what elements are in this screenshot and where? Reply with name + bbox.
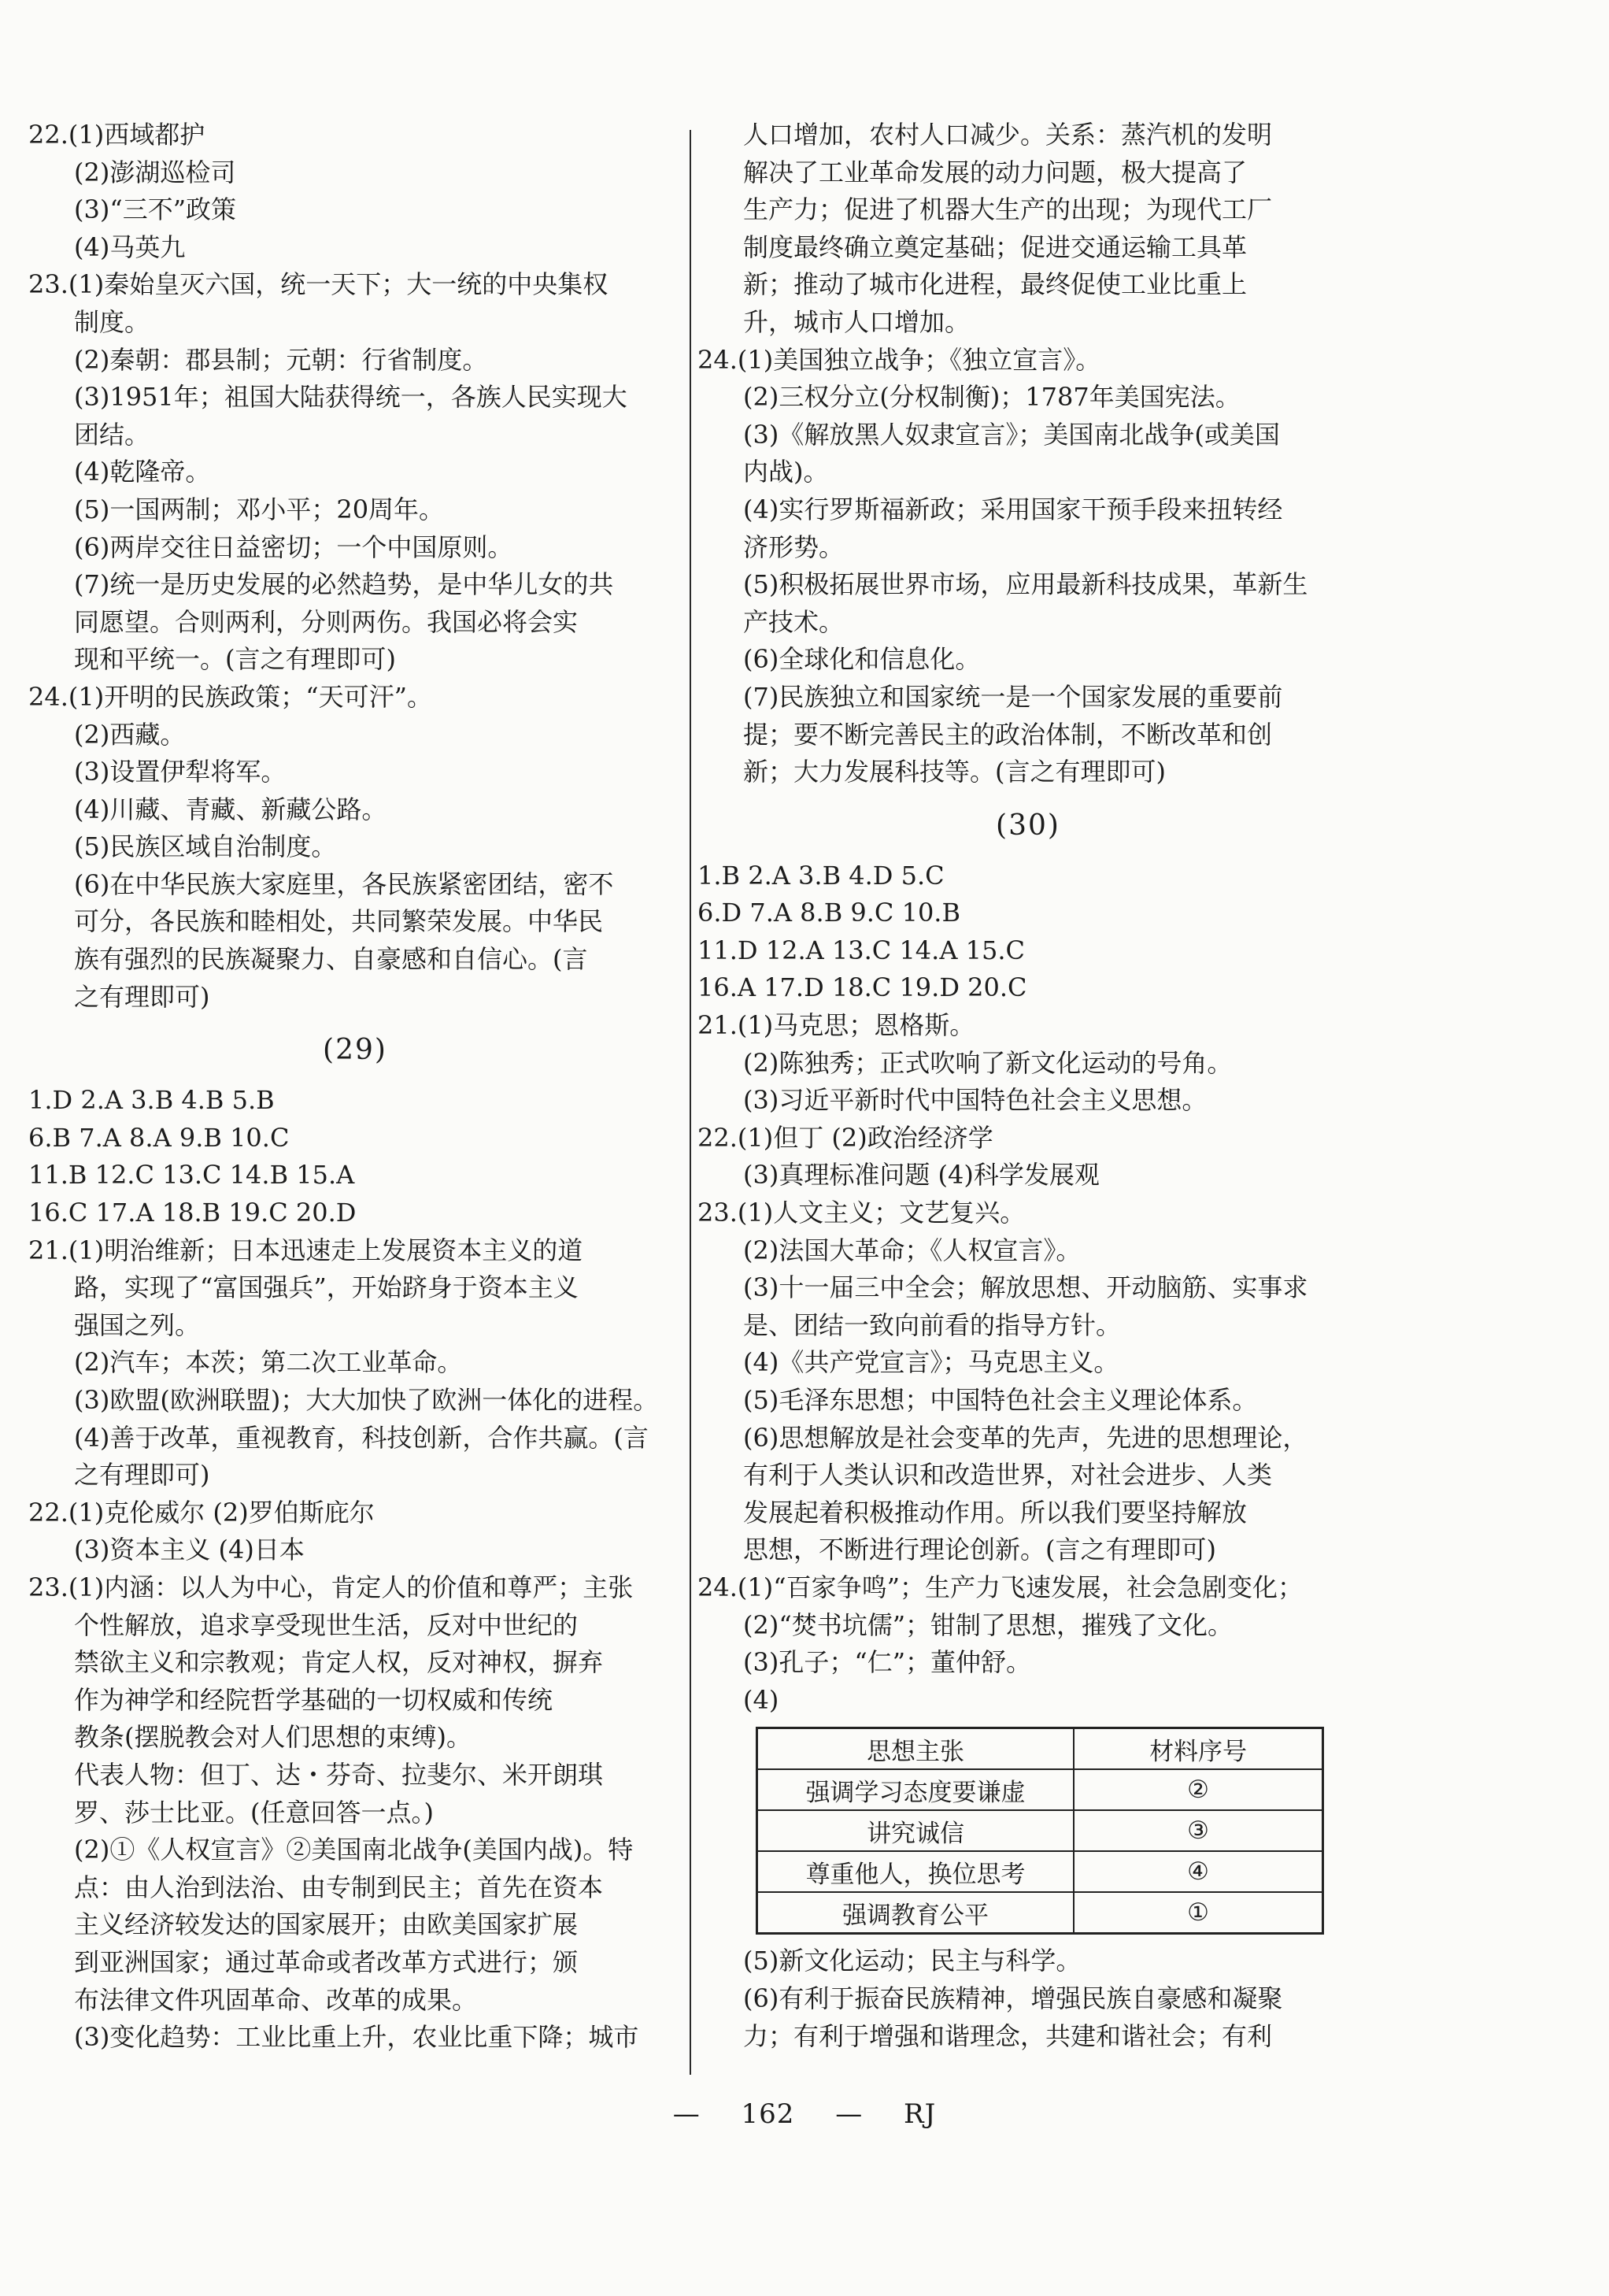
answer-line: 现和平统一。(言之有理即可) — [74, 644, 396, 675]
answer-line: (3)1951年；祖国大陆获得统一，各族人民实现大 — [74, 382, 627, 413]
answer-line: 23.(1)人文主义；文艺复兴。 — [697, 1198, 1026, 1228]
answer-line: 升，城市人口增加。 — [743, 306, 971, 337]
answer-line: 之有理即可) — [74, 1460, 210, 1491]
answer-line: 制度最终确立奠定基础；促进交通运输工具革 — [743, 231, 1248, 262]
table-header-cell: 材料序号 — [1074, 1728, 1322, 1770]
answer-line: (3)“三不”政策 — [74, 194, 237, 225]
answer-line: 有利于人类认识和改造世界，对社会进步、人类 — [743, 1460, 1273, 1491]
answer-line: 代表人物：但丁、达・芬奇、拉斐尔、米开朗琪 — [74, 1759, 604, 1790]
answer-line: 22.(1)西域都护 — [28, 120, 205, 150]
answer-line: (3)设置伊犁将军。 — [74, 757, 287, 787]
answer-line: 同愿望。合则两利，分则两伤。我国必将会实 — [74, 606, 579, 637]
answer-line: 24.(1)开明的民族政策；“天可汗”。 — [28, 681, 432, 712]
answer-line: 解决了工业革命发展的动力问题，极大提高了 — [743, 157, 1248, 187]
answer-line: 布法律文件巩固革命、改革的成果。 — [74, 1984, 478, 2015]
answer-line: 强国之列。 — [74, 1309, 201, 1340]
answer-line: 22.(1)克伦威尔 (2)罗伯斯庇尔 — [28, 1497, 375, 1528]
answer-line: 是、团结一致向前看的指导方针。 — [743, 1309, 1122, 1340]
answer-line: 到亚洲国家；通过革命或者改革方式进行；颁 — [74, 1946, 579, 1977]
answer-line: (2)澎湖巡检司 — [74, 157, 236, 187]
table-cell: ① — [1074, 1892, 1322, 1934]
answer-line: (4)实行罗斯福新政；采用国家干预手段来扭转经 — [743, 494, 1283, 524]
answer-line: (3)孔子；“仁”；董仲舒。 — [743, 1647, 1032, 1678]
answer-line: 16.A 17.D 18.C 19.D 20.C — [697, 972, 1027, 1003]
answer-line: 族有强烈的民族凝聚力、自豪感和自信心。(言 — [74, 944, 588, 975]
answer-line: 11.D 12.A 13.C 14.A 15.C — [697, 935, 1025, 965]
answer-line: (4)川藏、青藏、新藏公路。 — [74, 794, 387, 824]
answer-line: (6)思想解放是社会变革的先声，先进的思想理论， — [743, 1422, 1308, 1453]
answer-line: (3)十一届三中全会；解放思想、开动脑筋、实事求 — [743, 1272, 1308, 1303]
answer-line: 发展起着积极推动作用。所以我们要坚持解放 — [743, 1497, 1248, 1528]
table-cell: ③ — [1074, 1810, 1322, 1851]
answer-line: (2)①《人权宣言》②美国南北战争(美国内战)。特 — [74, 1835, 634, 1865]
table-row — [757, 1810, 1323, 1851]
answer-line: 23.(1)秦始皇灭六国，统一天下；大一统的中央集权 — [28, 269, 608, 300]
answer-line: (3)《解放黑人奴隶宣言》；美国南北战争(或美国 — [743, 419, 1280, 450]
answer-line: (4)乾隆帝。 — [74, 457, 211, 487]
answer-line: 个性解放，追求享受现世生活，反对中世纪的 — [74, 1609, 579, 1640]
answer-line: 16.C 17.A 18.B 19.C 20.D — [28, 1198, 357, 1228]
answer-line: (2)秦朝：郡县制；元朝：行省制度。 — [74, 344, 488, 375]
answer-line: 教条(摆脱教会对人们思想的束缚)。 — [74, 1722, 472, 1753]
table-cell: 讲究诚信 — [757, 1810, 1075, 1851]
answer-line: (6)有利于振奋民族精神，增强民族自豪感和凝聚 — [743, 1983, 1283, 2013]
table-header-row — [757, 1728, 1323, 1770]
answer-line: (5)新文化运动；民主与科学。 — [743, 1946, 1082, 1976]
answer-line: 提；要不断完善民主的政治体制，不断改革和创 — [743, 719, 1273, 750]
answer-line: (5)积极拓展世界市场，应用最新科技成果，革新生 — [743, 569, 1308, 600]
table-cell: 强调学习态度要谦虚 — [757, 1769, 1075, 1810]
answer-line: 新；大力发展科技等。(言之有理即可) — [743, 757, 1166, 787]
answer-line: (4)《共产党宣言》；马克思主义。 — [743, 1347, 1119, 1378]
answer-line: (5)民族区域自治制度。 — [74, 831, 337, 862]
answer-line: 路，实现了“富国强兵”，开始跻身于资本主义 — [74, 1272, 579, 1303]
table-row — [757, 1769, 1323, 1810]
answer-line: (4) — [743, 1684, 779, 1715]
table-row — [757, 1851, 1323, 1892]
table-cell: ④ — [1074, 1851, 1322, 1892]
table-row — [757, 1892, 1323, 1934]
answer-line: 思想，不断进行理论创新。(言之有理即可) — [743, 1535, 1216, 1565]
answer-line: 内战)。 — [743, 457, 829, 487]
answer-line: 24.(1)美国独立战争；《独立宣言》。 — [697, 344, 1101, 375]
column-divider — [690, 130, 691, 2075]
page-number: 162 — [741, 2098, 795, 2130]
edition-label: RJ — [904, 2098, 937, 2130]
answer-line: (4)马英九 — [74, 231, 186, 262]
section-heading: (30) — [996, 809, 1060, 842]
answer-line: (3)习近平新时代中国特色社会主义思想。 — [743, 1085, 1208, 1116]
answer-line: (2)陈独秀；正式吹响了新文化运动的号角。 — [743, 1047, 1233, 1078]
answer-line: (2)汽车；本茨；第二次工业革命。 — [74, 1347, 463, 1378]
answer-line: (2)三权分立(分权制衡)；1787年美国宪法。 — [743, 382, 1241, 413]
section-heading: (29) — [323, 1034, 387, 1067]
answer-line: 禁欲主义和宗教观；肯定人权，反对神权，摒弃 — [74, 1647, 604, 1678]
answer-line: (5)一国两制；邓小平；20周年。 — [74, 494, 445, 524]
table-header-cell: 思想主张 — [757, 1728, 1075, 1770]
answer-line: 人口增加，农村人口减少。关系：蒸汽机的发明 — [743, 120, 1273, 150]
answer-line: 24.(1)“百家争鸣”；生产力飞速发展，社会急剧变化； — [697, 1572, 1303, 1602]
answer-line: (6)在中华民族大家庭里，各民族紧密团结，密不 — [74, 868, 614, 899]
answer-line: 团结。 — [74, 419, 150, 450]
answer-line: 作为神学和经院哲学基础的一切权威和传统 — [74, 1684, 553, 1715]
left-column — [28, 117, 682, 2057]
answer-line: 产技术。 — [743, 606, 845, 637]
table-cell: 强调教育公平 — [757, 1892, 1075, 1934]
answer-line: 济形势。 — [743, 531, 845, 562]
answer-line: 21.(1)明治维新；日本迅速走上发展资本主义的道 — [28, 1235, 583, 1265]
answer-line: 11.B 12.C 13.C 14.B 15.A — [28, 1160, 355, 1191]
answer-table — [756, 1727, 1324, 1935]
answer-line: 力；有利于增强和谐理念，共建和谐社会；有利 — [743, 2020, 1273, 2051]
answer-line: 罗、莎士比亚。(任意回答一点。) — [74, 1797, 434, 1828]
answer-line: 新；推动了城市化进程，最终促使工业比重上 — [743, 269, 1248, 300]
answer-line: 21.(1)马克思；恩格斯。 — [697, 1010, 975, 1041]
answer-line: (3)欧盟(欧洲联盟)；大大加快了欧洲一体化的进程。 — [74, 1385, 659, 1415]
answer-line: (3)资本主义 (4)日本 — [74, 1535, 305, 1565]
answer-line: 22.(1)但丁 (2)政治经济学 — [697, 1122, 993, 1153]
answer-line: 6.B 7.A 8.A 9.B 10.C — [28, 1122, 290, 1153]
answer-line: 点：由人治到法治、由专制到民主；首先在资本 — [74, 1872, 604, 1902]
answer-line: (6)全球化和信息化。 — [743, 644, 981, 675]
answer-line: (2)“焚书坑儒”；钳制了思想，摧残了文化。 — [743, 1609, 1234, 1640]
answer-line: 生产力；促进了机器大生产的出现；为现代工厂 — [743, 194, 1273, 225]
footer-dash-left: — — [672, 2098, 701, 2130]
answer-line: 之有理即可) — [74, 981, 210, 1012]
answer-line: 23.(1)内涵：以人为中心，肯定人的价值和尊严；主张 — [28, 1572, 634, 1602]
table-cell: ② — [1074, 1769, 1322, 1810]
answer-line: 1.D 2.A 3.B 4.B 5.B — [28, 1085, 275, 1116]
answer-line: (3)真理标准问题 (4)科学发展观 — [743, 1160, 1100, 1191]
page-footer — [0, 2098, 1609, 2130]
answer-line: (4)善于改革，重视教育，科技创新，合作共赢。(言 — [74, 1422, 649, 1453]
answer-line: 主义经济较发达的国家展开；由欧美国家扩展 — [74, 1909, 579, 1940]
answer-line: (5)毛泽东思想；中国特色社会主义理论体系。 — [743, 1385, 1258, 1415]
answer-line: (2)西藏。 — [74, 719, 186, 750]
table-cell: 尊重他人，换位思考 — [757, 1851, 1075, 1892]
answer-line: 可分，各民族和睦相处，共同繁荣发展。中华民 — [74, 906, 604, 937]
answer-line: (7)统一是历史发展的必然趋势，是中华儿女的共 — [74, 569, 614, 600]
answer-line: (6)两岸交往日益密切；一个中国原则。 — [74, 531, 513, 562]
answer-line: 1.B 2.A 3.B 4.D 5.C — [697, 860, 945, 891]
answer-line: (3)变化趋势：工业比重上升，农业比重下降；城市 — [74, 2022, 639, 2053]
answer-line: 6.D 7.A 8.B 9.C 10.B — [697, 898, 960, 928]
answer-line: (2)法国大革命；《人权宣言》。 — [743, 1235, 1082, 1265]
answer-line: (7)民族独立和国家统一是一个国家发展的重要前 — [743, 681, 1283, 712]
right-column — [697, 117, 1359, 2055]
answer-line: 制度。 — [74, 306, 150, 337]
footer-dash-right: — — [835, 2098, 864, 2130]
